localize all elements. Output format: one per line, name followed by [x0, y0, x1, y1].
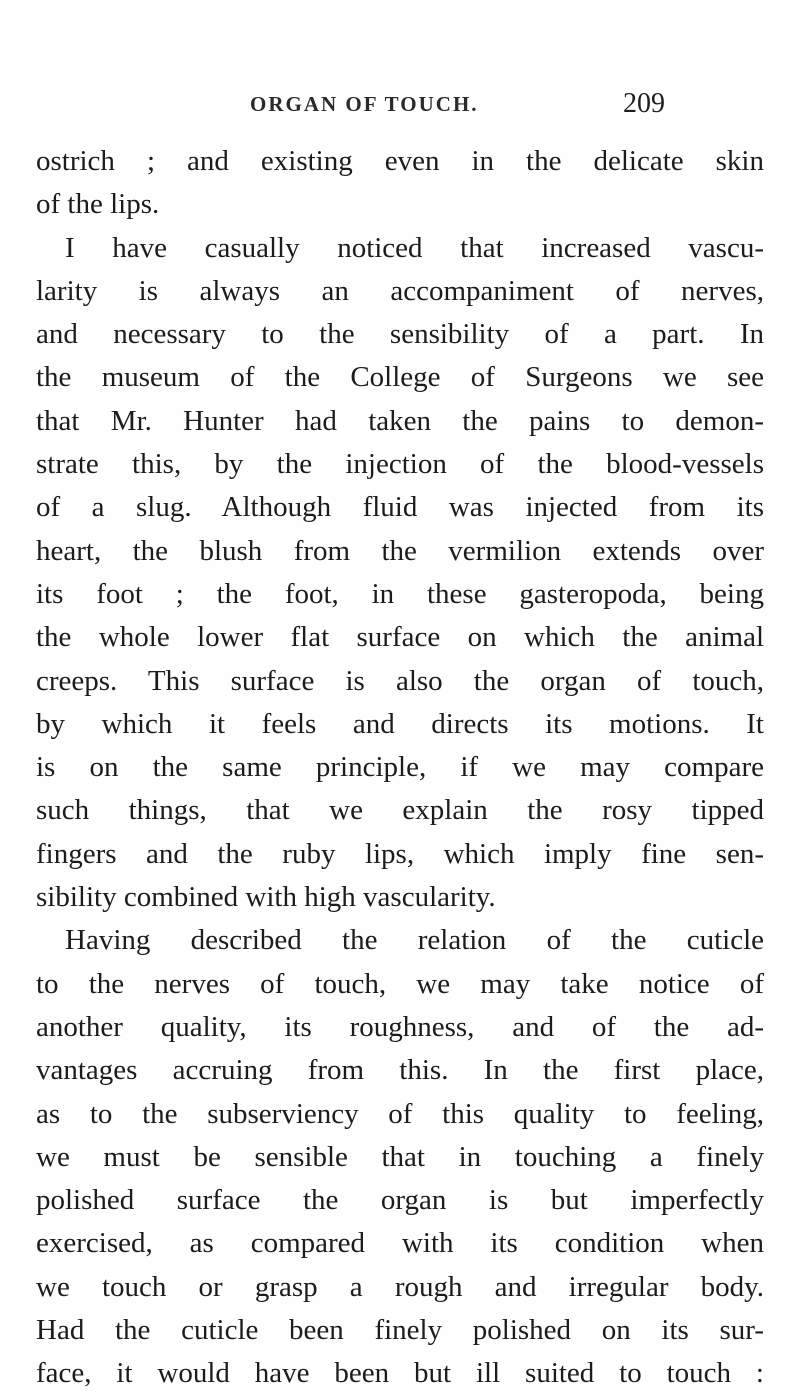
text-line: ostrich ; and existing even in the delicate skin	[36, 145, 764, 177]
text-line: as to the subserviency of this quality to feeling,	[36, 1097, 764, 1130]
text-line: to the nerves of touch, we may take notice of	[36, 967, 764, 1000]
text-line: that Mr. Hunter had taken the pains to demon-	[36, 404, 764, 437]
running-title: ORGAN OF TOUCH.	[250, 92, 479, 116]
page-number: 209	[623, 88, 665, 119]
text-line: another quality, its roughness, and of the ad-	[36, 1010, 764, 1043]
text-line: Had the cuticle been finely polished on its sur-	[36, 1314, 764, 1347]
text-line: Having described the relation of the cuticle	[65, 924, 764, 957]
text-line: polished surface the organ is but imperfectly	[36, 1184, 764, 1217]
text-line: fingers and the ruby lips, which imply fine sen-	[36, 837, 764, 870]
text-line: strate this, by the injection of the blood-vessels	[36, 448, 764, 481]
text-line: such things, that we explain the rosy tipped	[36, 794, 764, 827]
text-line: the museum of the College of Surgeons we see	[36, 361, 764, 394]
text-line: the whole lower flat surface on which the animal	[36, 621, 764, 654]
text-line: heart, the blush from the vermilion extends over	[36, 534, 764, 567]
text-line: of a slug. Although fluid was injected from its	[36, 491, 764, 524]
text-line: I have casually noticed that increased vascu-	[65, 231, 764, 264]
text-line: its foot ; the foot, in these gasteropoda, being	[36, 577, 764, 610]
text-line: face, it would have been but ill suited to touch :	[36, 1357, 764, 1390]
text-line: is on the same principle, if we may compare	[36, 751, 764, 784]
text-line: exercised, as compared with its condition when	[36, 1227, 764, 1260]
text-line: by which it feels and directs its motions. It	[36, 707, 764, 740]
text-line: larity is always an accompaniment of nerves,	[36, 274, 764, 307]
body-text	[36, 140, 764, 1396]
text-line: and necessary to the sensibility of a part. In	[36, 318, 764, 351]
text-line: of the lips.	[36, 188, 160, 221]
text-line: vantages accruing from this. In the first place,	[36, 1054, 764, 1087]
text-line: sibility combined with high vascularity.	[36, 881, 496, 914]
running-header	[0, 86, 800, 122]
text-line: we touch or grasp a rough and irregular body.	[36, 1270, 764, 1303]
text-line: creeps. This surface is also the organ of touch,	[36, 664, 764, 697]
text-line: we must be sensible that in touching a finely	[36, 1140, 764, 1173]
